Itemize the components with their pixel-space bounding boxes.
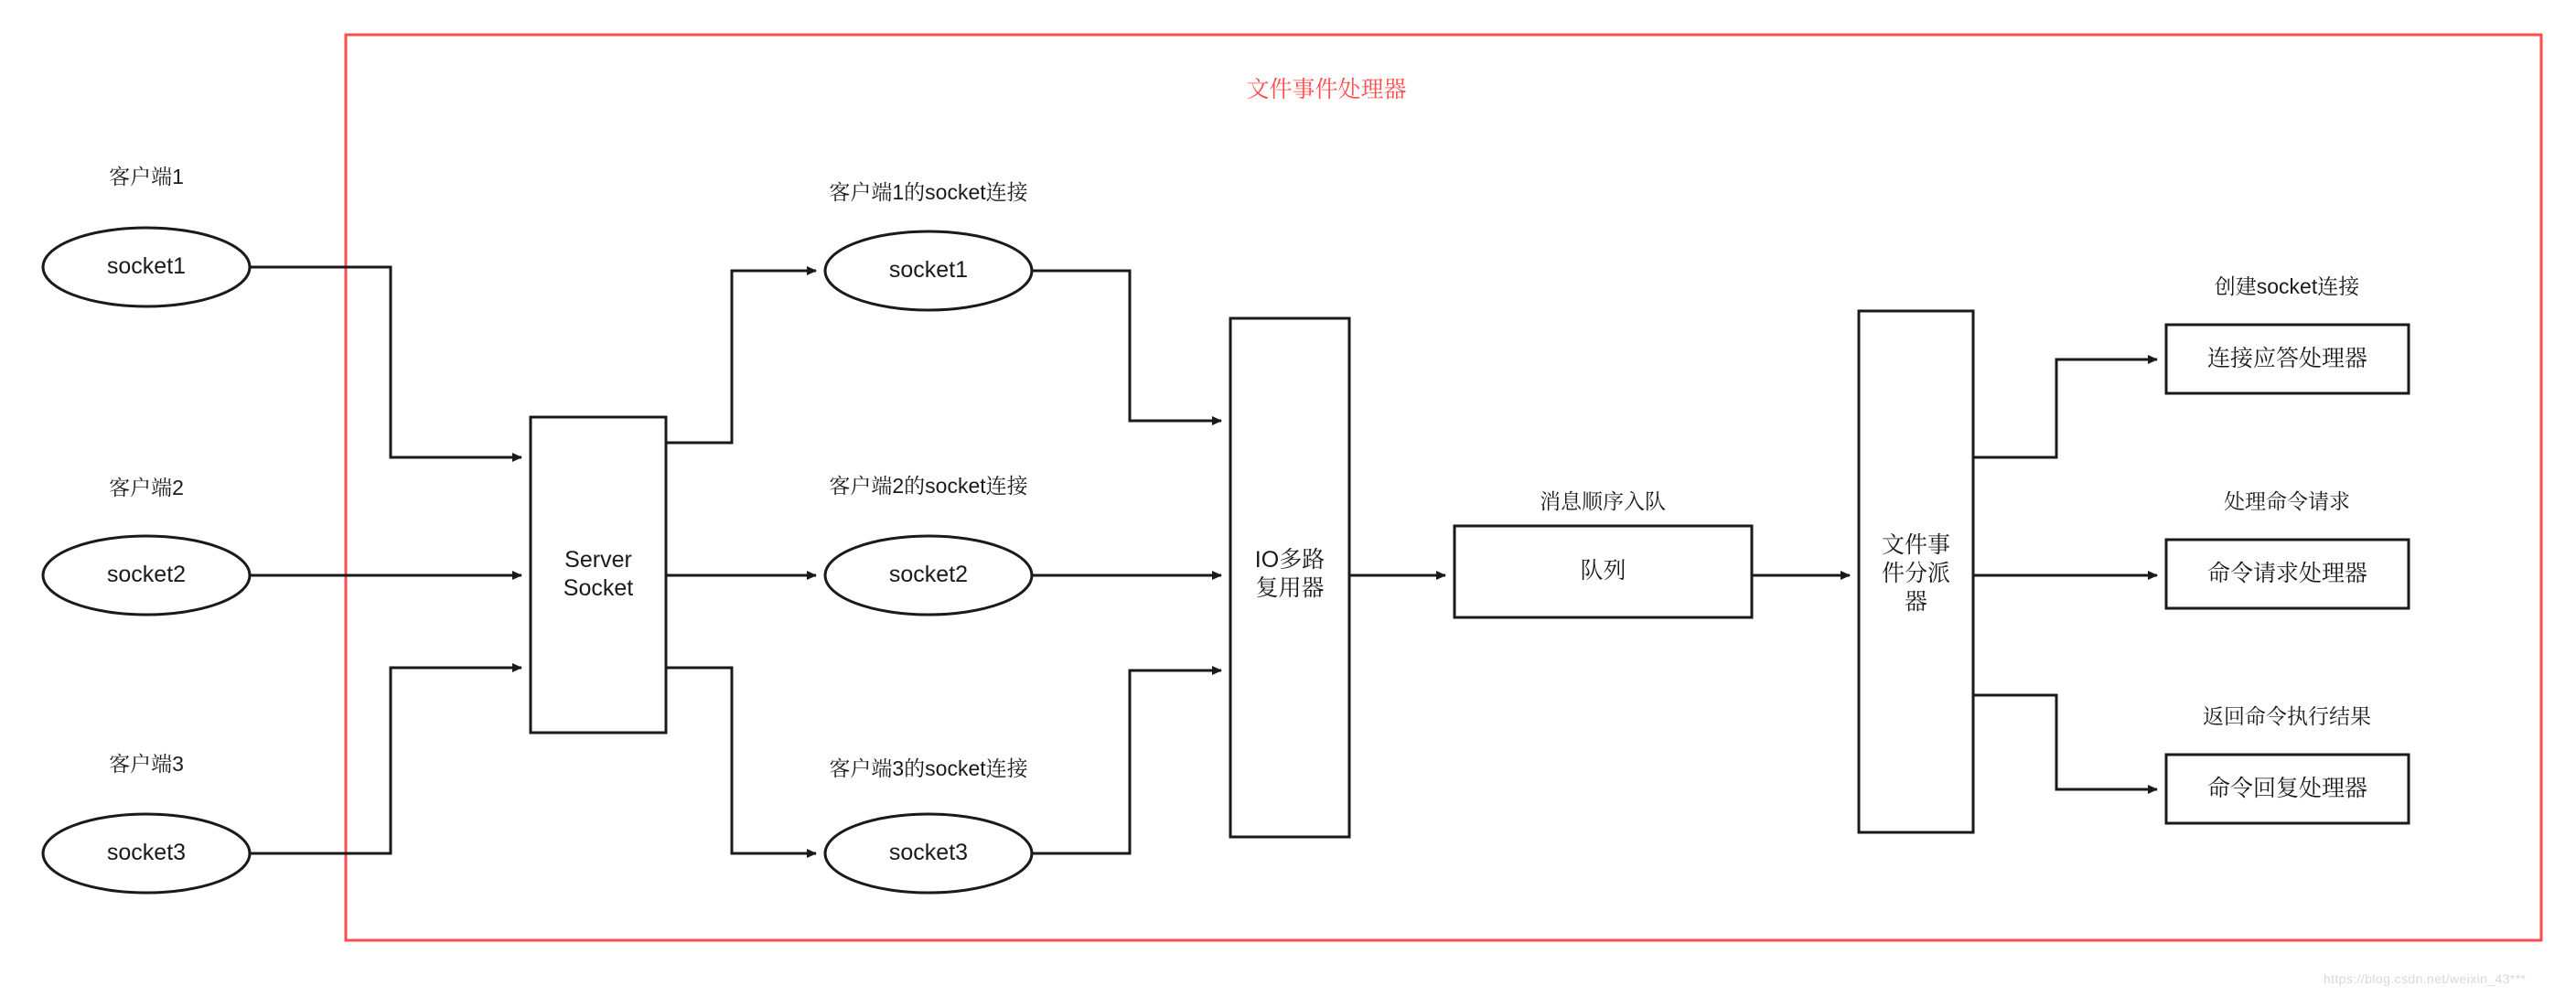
client-1-caption: 客户端1 <box>109 165 184 188</box>
handler-1-caption: 创建socket连接 <box>2214 274 2360 298</box>
dispatcher-label: 文件事 件分派 器 <box>1881 531 1950 616</box>
queue-caption: 消息顺序入队 <box>1540 489 1666 513</box>
client-socket-1-shape <box>43 228 250 306</box>
queue-shape <box>1454 526 1752 617</box>
edge-serversocket-to-socket1 <box>666 271 816 443</box>
edge-socket3-to-multiplexer <box>1032 670 1221 853</box>
client-socket-2-shape <box>43 536 250 615</box>
io-multiplexer-shape <box>1230 318 1349 837</box>
handler-2-caption: 处理命令请求 <box>2224 489 2350 513</box>
client-2-caption: 客户端2 <box>109 476 184 499</box>
server-socket-shape <box>531 417 666 733</box>
handler-3-shape <box>2166 755 2409 823</box>
edge-client3-to-serversocket <box>250 668 521 853</box>
handler-3-label: 命令回复处理器 <box>2206 775 2367 801</box>
edge-client1-to-serversocket <box>250 267 521 457</box>
connection-socket-1-label: socket1 <box>888 257 969 284</box>
handler-3-caption: 返回命令执行结果 <box>2203 704 2371 728</box>
handler-1-label: 连接应答处理器 <box>2206 345 2367 371</box>
connection-1-caption: 客户端1的socket连接 <box>829 180 1028 204</box>
client-socket-1-label: socket1 <box>106 253 187 280</box>
edge-serversocket-to-socket3 <box>666 668 816 853</box>
dispatcher-shape <box>1859 311 1973 832</box>
connection-socket-3-shape <box>825 814 1032 893</box>
connection-socket-3-label: socket3 <box>888 840 969 866</box>
client-3-caption: 客户端3 <box>109 752 184 776</box>
handler-1-shape <box>2166 325 2409 393</box>
connection-3-caption: 客户端3的socket连接 <box>829 756 1028 780</box>
connection-socket-1-shape <box>825 231 1032 310</box>
handler-2-shape <box>2166 540 2409 608</box>
handler-2-label: 命令请求处理器 <box>2206 560 2367 586</box>
edge-dispatcher-to-handler3 <box>1973 695 2157 789</box>
client-socket-3-shape <box>43 814 250 893</box>
edge-socket1-to-multiplexer <box>1032 271 1221 421</box>
queue-label: 队列 <box>1580 558 1626 584</box>
edge-dispatcher-to-handler1 <box>1973 359 2157 457</box>
watermark: https://blog.csdn.net/weixin_43*** <box>2324 971 2527 986</box>
io-multiplexer-label: IO多路 复用器 <box>1254 546 1326 601</box>
client-socket-2-label: socket2 <box>106 562 187 588</box>
server-socket-label: Server Socket <box>563 546 634 601</box>
connection-socket-2-label: socket2 <box>888 562 969 588</box>
container-title: 文件事件处理器 <box>1246 77 1407 102</box>
connection-2-caption: 客户端2的socket连接 <box>829 474 1028 498</box>
client-socket-3-label: socket3 <box>106 840 187 866</box>
connection-socket-2-shape <box>825 536 1032 615</box>
